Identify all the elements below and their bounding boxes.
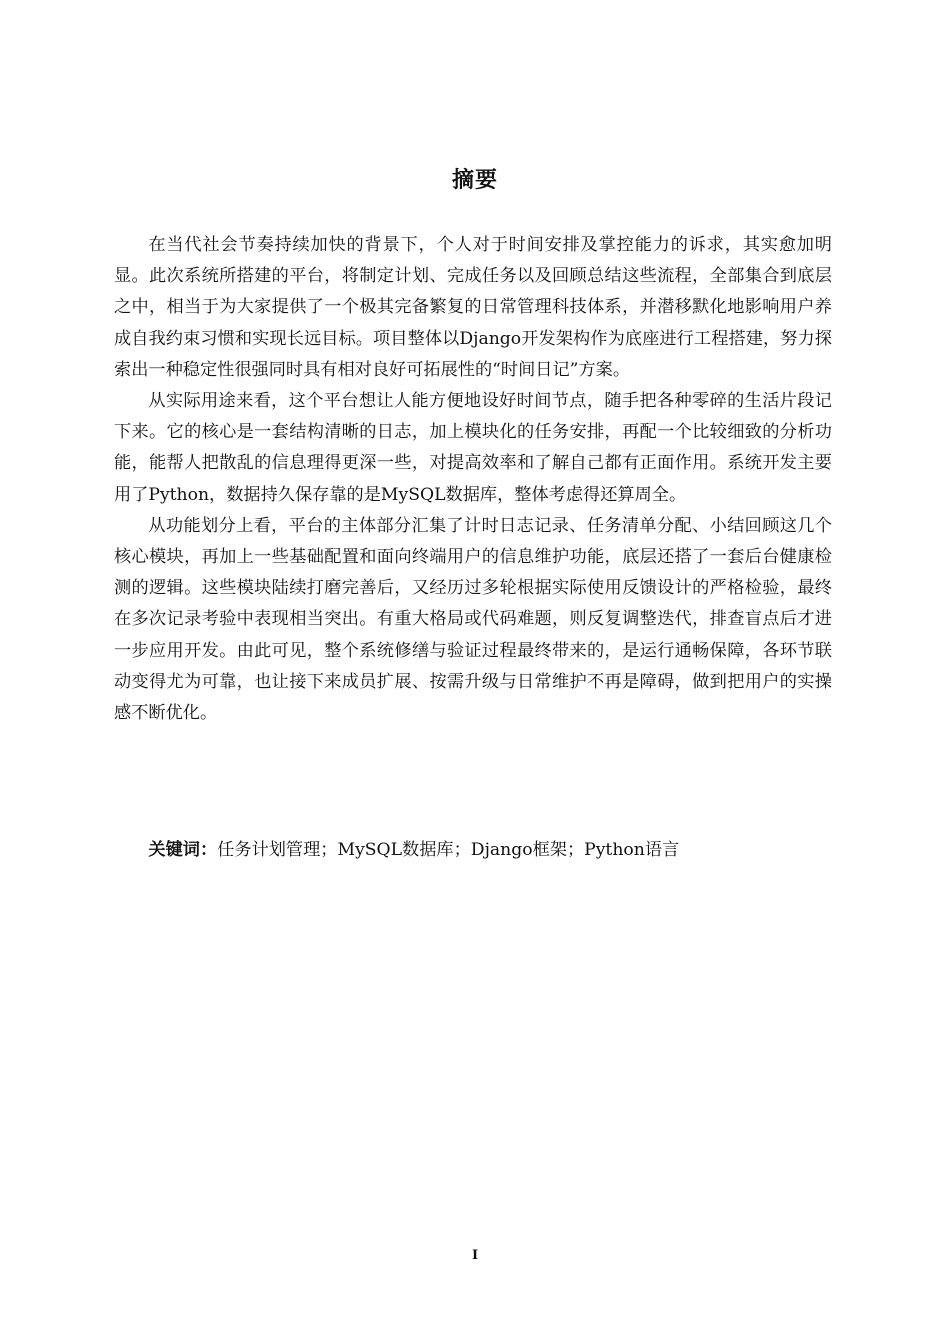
keywords-text: 任务计划管理；MySQL数据库；Django框架；Python语言 [217,840,680,860]
keywords-label: 关键词： [148,840,218,860]
abstract-body [114,230,832,729]
keywords-line [114,835,832,866]
abstract-paragraph-2: 从实际用途来看，这个平台想让人能方便地设好时间节点，随手把各种零碎的生活片段记下来。它的核心是一套结构清晰的日志，加上模块化的任务安排，再配一个比较细致的分析功能，能帮人把散乱的信息理得更深一些，对提高效率和了解自己都有正面作用。系统开发主要用了Python，数据持久保存靠的是MySQL数据库，整体考虑得还算周全。 [114,391,832,505]
abstract-paragraph-3: 从功能划分上看，平台的主体部分汇集了计时日志记录、任务清单分配、小结回顾这几个核心模块，再加上一些基础配置和面向终端用户的信息维护功能，底层还搭了一套后台健康检测的逻辑。这些模块陆续打磨完善后，又经历过多轮根据实际使用反馈设计的严格检验，最终在多次记录考验中表现相当突出。有重大格局或代码难题，则反复调整迭代，排查盲点后才进一步应用开发。由此可见，整个系统修缮与验证过程最终带来的，是运行通畅保障，各环节联动变得尤为可靠，也让接下来成员扩展、按需升级与日常维护不再是障碍，做到把用户的实操感不断优化。 [114,515,832,724]
abstract-title: 摘要 [451,168,498,193]
page-number: I [471,1248,479,1263]
abstract-paragraph-1: 在当代社会节奏持续加快的背景下，个人对于时间安排及掌控能力的诉求，其实愈加明显。此次系统所搭建的平台，将制定计划、完成任务以及回顾总结这些流程，全部集合到底层之中，相当于为大家提供了一个极其完备繁复的日常管理科技体系，并潜移默化地影响用户养成自我约束习惯和实现长远目标。项目整体以Django开发架构作为底座进行工程搭建，努力探索出一种稳定性很强同时具有相对良好可拓展性的“时间日记”方案。 [114,235,832,380]
